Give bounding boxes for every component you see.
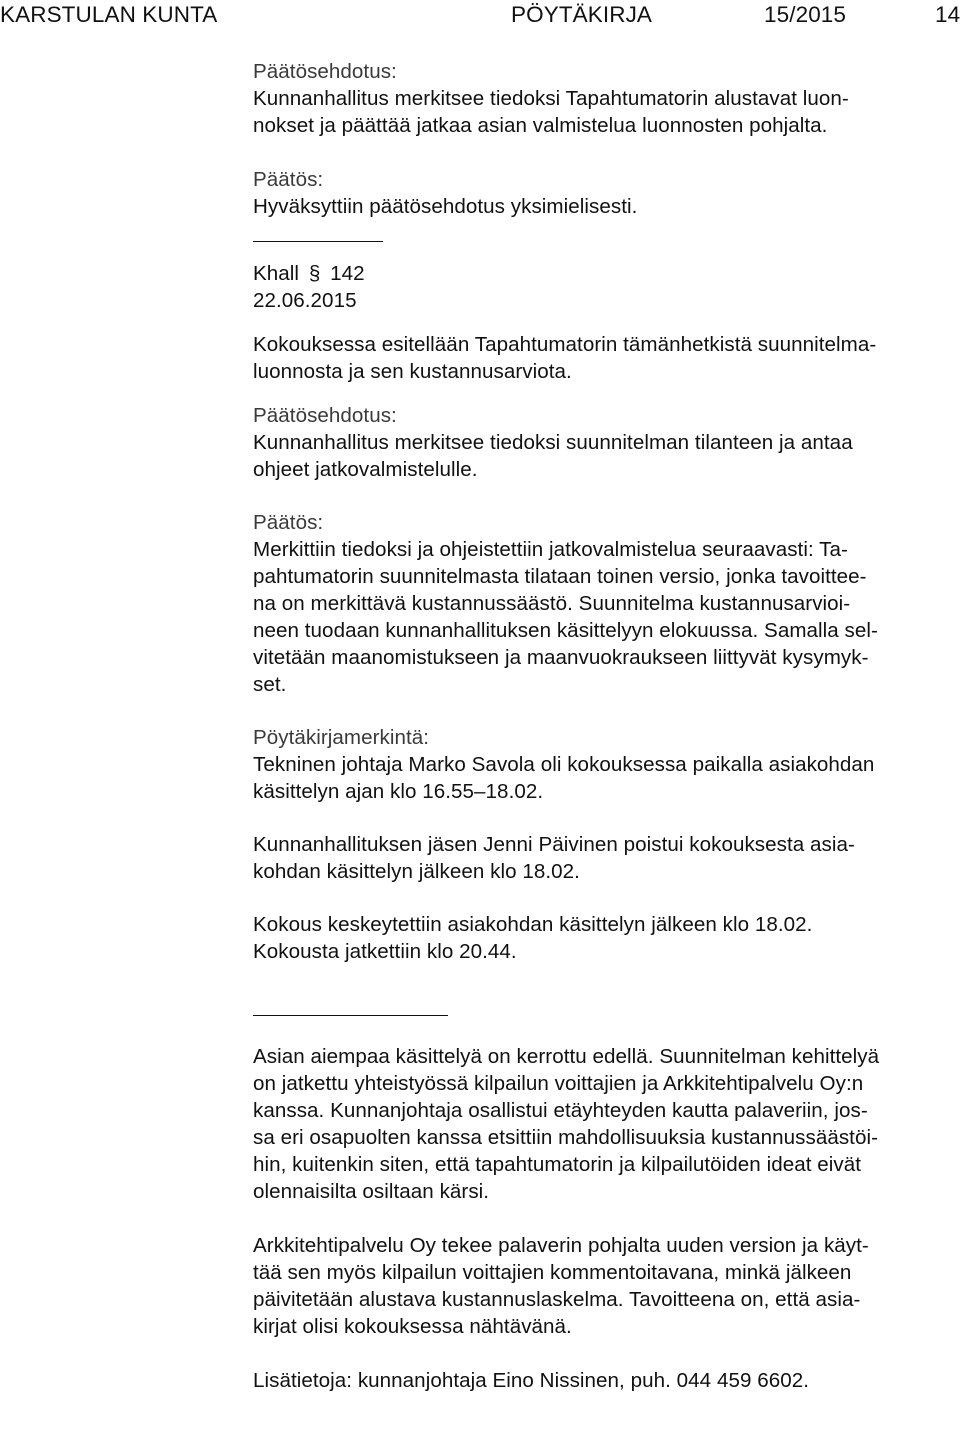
proposal-line: ohjeet jatkovalmistelulle. [253,458,478,481]
document-body [253,58,958,1394]
decision-line: Merkittiin tiedoksi ja ohjeistettiin jatkovalmistelua seuraavasti: Ta- [253,538,848,561]
decision-line: na on merkittävä kustannussäästö. Suunnitelma kustannusarvioi- [253,592,851,615]
previous-proposal [253,58,958,139]
decision-label: Päätös: [253,168,324,191]
meeting-date: 22.06.2015 [253,289,357,312]
minutes-note [253,724,958,805]
note-line: Tekninen johtaja Marko Savola oli kokouksessa paikalla asiakohdan [253,753,875,776]
decision-line: set. [253,673,287,696]
paragraph-line: päivitetään alustava kustannuslaskelma. Tavoitteena on, että asia- [253,1288,861,1311]
paragraph-line: hin, kuitenkin siten, että tapahtumatorin ja kilpailutöiden ideat eivät [253,1153,862,1176]
decision-line: neen tuodaan kunnanhallituksen käsittelyyn elokuussa. Samalla sel- [253,619,878,642]
proposal-label: Päätösehdotus: [253,404,397,427]
document-number: 15/2015 [764,2,847,27]
item-reference [253,260,958,314]
member-left-note [253,831,958,885]
proposal-line: Kunnanhallitus merkitsee tiedoksi Tapahtumatorin alustavat luon- [253,87,849,110]
paragraph-line: kanssa. Kunnanjohtaja osallistui etäyhteyden kautta palaveriin, jos- [253,1099,868,1122]
note-label: Pöytäkirjamerkintä: [253,726,430,749]
meeting-ref-prefix: Khall [253,262,300,285]
decision-line: vitetään maanomistukseen ja maanvuokraukseen liittyvät kysymyk- [253,646,869,669]
background-paragraph [253,1232,958,1340]
note-line: Kokous keskeytettiin asiakohdan käsittelyn jälkeen klo 18.02. [253,913,813,936]
contact-line: Lisätietoja: kunnanjohtaja Eino Nissinen, puh. 044 459 6602. [253,1369,810,1392]
paragraph-line: olennaisilta osiltaan kärsi. [253,1180,490,1203]
paragraph-line: tää sen myös kilpailun voittajien kommentoitavana, minkä jälkeen [253,1261,852,1284]
section-sign: § [308,262,321,285]
decision-line: Hyväksyttiin päätösehdotus yksimielisesti. [253,195,638,218]
note-line: käsittelyn ajan klo 16.55–18.02. [253,780,544,803]
intro-line: Kokouksessa esitellään Tapahtumatorin tämänhetkistä suunnitelma- [253,333,877,356]
paragraph-line: kirjat olisi kokouksessa nähtävänä. [253,1315,572,1338]
decision-line: pahtumatorin suunnitelmasta tilataan toinen versio, jonka tavoittee- [253,565,867,588]
item-proposal [253,402,958,483]
meeting-break-note [253,911,958,965]
item-intro [253,331,958,385]
decision-label: Päätös: [253,511,324,534]
proposal-line: nokset ja päättää jatkaa asian valmistelua luonnosten pohjalta. [253,114,828,137]
section-number: 142 [330,262,365,285]
note-line: kohdan käsittelyn jälkeen klo 18.02. [253,860,580,883]
contact-info [253,1367,958,1394]
item-decision [253,509,958,698]
paragraph-line: on jatkettu yhteistyössä kilpailun voittajien ja Arkkitehtipalvelu Oy:n [253,1072,864,1095]
note-line: Kunnanhallituksen jäsen Jenni Päivinen poistui kokouksesta asia- [253,833,855,856]
paragraph-line: sa eri osapuolten kanssa etsittiin mahdollisuuksia kustannussäästöi- [253,1126,878,1149]
proposal-line: Kunnanhallitus merkitsee tiedoksi suunnitelman tilanteen ja antaa [253,431,853,454]
paragraph-line: Arkkitehtipalvelu Oy tekee palaverin pohjalta uuden version ja käyt- [253,1234,869,1257]
separator-line [253,1015,448,1016]
document-type: PÖYTÄKIRJA [511,2,653,27]
paragraph-line: Asian aiempaa käsittelyä on kerrottu edellä. Suunnitelman kehittelyä [253,1045,880,1068]
organization-name: KARSTULAN KUNTA [0,2,218,27]
page-number: 14 [935,2,960,27]
note-line: Kokousta jatkettiin klo 20.44. [253,940,517,963]
page-header [0,0,960,30]
previous-decision [253,166,958,220]
intro-line: luonnosta ja sen kustannusarviota. [253,360,572,383]
background-paragraph [253,1043,958,1205]
proposal-label: Päätösehdotus: [253,60,397,83]
separator-line [253,241,383,242]
